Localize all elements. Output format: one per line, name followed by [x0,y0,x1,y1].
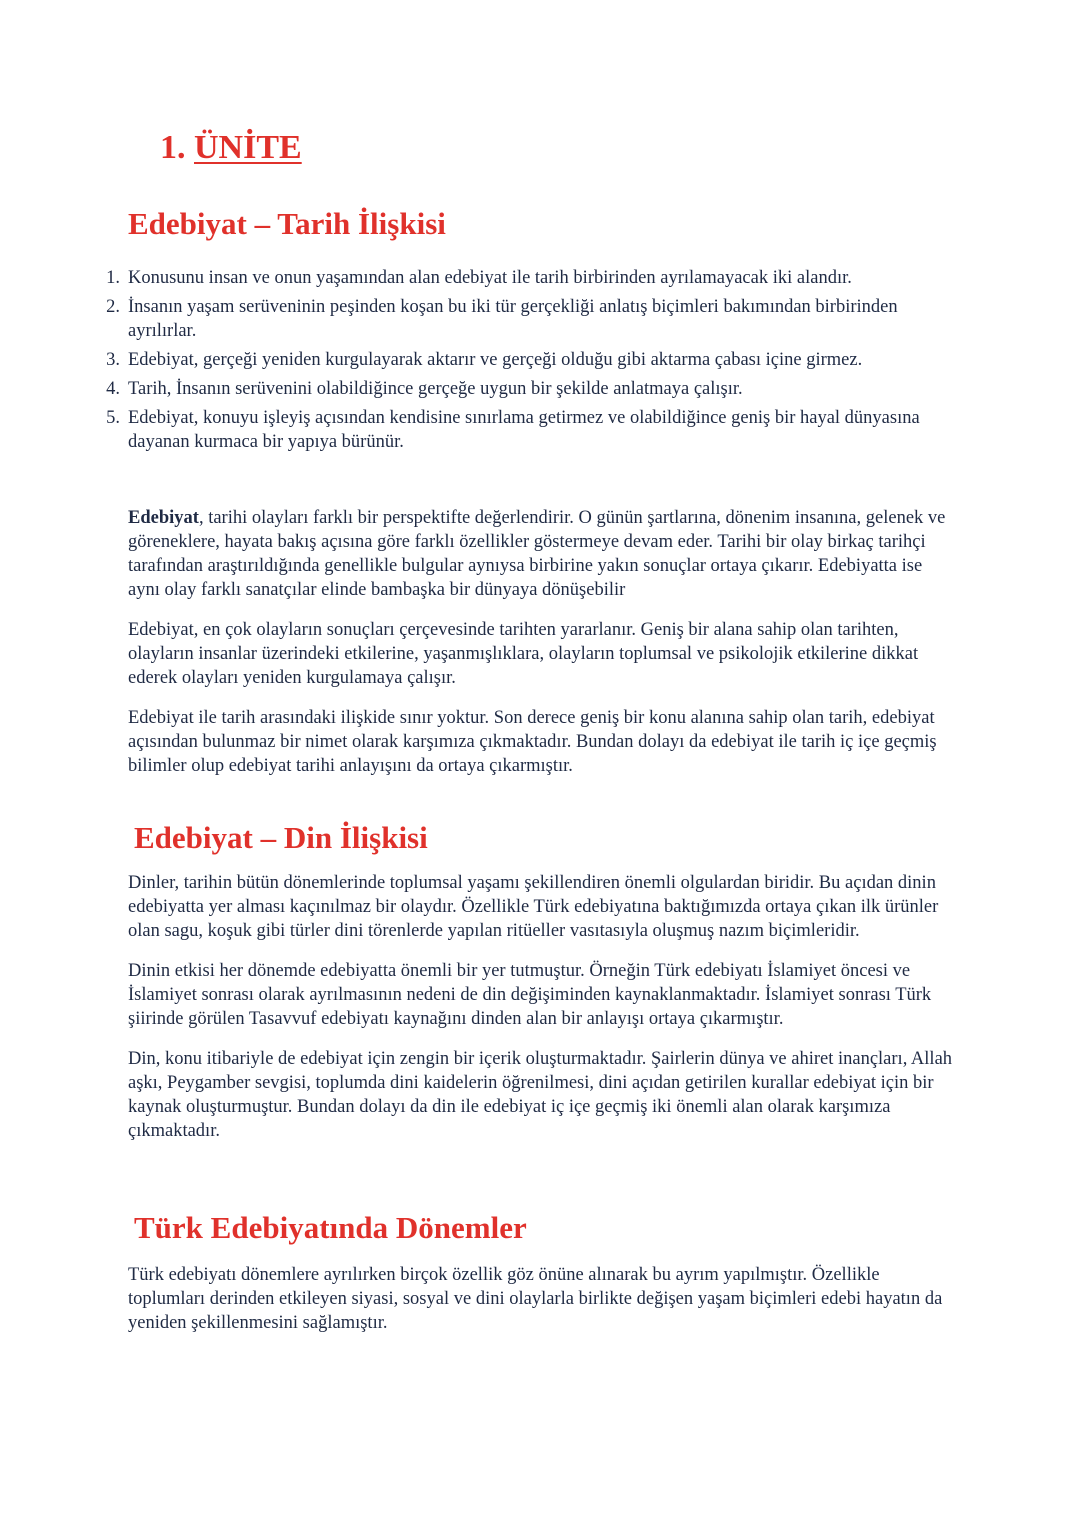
list-text: Edebiyat, gerçeği yeniden kurgulayarak aktarır ve gerçeği olduğu gibi aktarma çabası içine girmez. [128,350,863,370]
list-text: Edebiyat, konuyu işleyiş açısından kendisine sınırlama getirmez ve olabildiğince geniş bir hayal dünyasına dayanan kurmaca bir yapıya bürünür. [128,408,920,452]
list-text: Konusunu insan ve onun yaşamından alan edebiyat ile tarih birbirinden ayrılamayacak iki alandır. [128,268,852,288]
list-item [106,295,958,343]
periods-text-block [128,1263,958,1351]
paragraph [128,506,958,602]
paragraph: Dinin etkisi her dönemde edebiyatta önemli bir yer tutmuştur. Örneğin Türk edebiyatı İslamiyet öncesi ve İslamiyet sonrası olarak ayrılmasının nedeni de din değişiminden kaynaklanmaktadır. İslamiyet sonrası Türk şiirinde görülen Tasavvuf edebiyatı kaynağını dinden alan bir anlayışı ortaya çıkarmıştır. [128,961,932,1029]
paragraph-text: , tarihi olayları farklı bir perspektifte değerlendirir. O günün şartlarına, dönenim insanına, gelenek ve göreneklere, hayata bakış açısına göre farklı özellikler göstermeye devam eder. Tarihi bir olay birkaç tarihçi tarafından araştırıldığında genellikle bulgular aynıysa birbirine yakın sonuçlar ortaya çıkarır. Edebiyatta ise aynı olay farklı sanatçılar elinde bambaşka bir dünyaya dönüşebilir [128,508,946,600]
list-item [106,377,958,401]
religion-text-block [128,871,958,1159]
list-number: 1. [106,268,120,288]
list-number: 3. [106,350,120,370]
history-text-block [128,506,958,794]
list-number: 5. [106,408,120,428]
paragraph: Dinler, tarihin bütün dönemlerinde toplumsal yaşamı şekillendiren önemli olgulardan biridir. Bu açıdan dinin edebiyatta yer alması kaçınılmaz bir olaydır. Özellikle Türk edebiyatına baktığımızda ortaya çıkan ilk ürünler olan sagu, koşuk gibi türler dini törenlerde yapılan ritüeller vasıtasıyla oluşmuş nazım biçimleridir. [128,873,939,941]
paragraph: Türk edebiyatı dönemlere ayrılırken birçok özellik göz önüne alınarak bu ayrım yapılmıştır. Özellikle toplumları derinden etkileyen siyasi, sosyal ve dini olaylarla birlikte değişen yaşam biçimleri edebi hayatın da yeniden şekillenmesini sağlamıştır. [128,1265,943,1333]
unit-title [160,126,302,170]
list-item [106,266,958,290]
paragraph: Din, konu itibariyle de edebiyat için zengin bir içerik oluşturmaktadır. Şairlerin dünya ve ahiret inançları, Allah aşkı, Peygamber sevgisi, toplumda dini kaidelerin öğrenilmesi, dini açıdan getirilen kurallar edebiyat için bir kaynak oluşturmuştur. Bundan dolayı da din ile edebiyat iç içe geçmiş iki önemli alan olarak karşımıza çıkmaktadır. [128,1049,953,1141]
section-heading-periods: Türk Edebiyatında Dönemler [134,1210,527,1245]
list-text: İnsanın yaşam serüveninin peşinden koşan bu iki tür gerçekliği anlatış biçimleri bakımından birbirinden ayrılırlar. [128,297,898,341]
paragraph: Edebiyat, en çok olayların sonuçları çerçevesinde tarihten yararlanır. Geniş bir alana sahip olan tarihten, olayların insanlar üzerindeki etkilerine, yaşanmışlıklara, olayların toplumsal ve psikolojik etkilerine dikkat ederek olayları yeniden kurgulamaya çalışır. [128,620,919,688]
unit-number: 1. [160,129,186,166]
paragraph: Edebiyat ile tarih arasındaki ilişkide sınır yoktur. Son derece geniş bir konu alanına sahip olan tarih, edebiyat açısından bulunmaz bir nimet olarak karşımıza çıkmaktadır. Bundan dolayı da edebiyat ile tarih iç içe geçmiş bilimler olup edebiyat tarihi anlayışını da ortaya çıkarmıştır. [128,708,937,776]
list-item [106,406,958,454]
numbered-list [106,266,958,459]
unit-label: ÜNİTE [194,129,302,166]
list-number: 2. [106,297,120,317]
list-text: Tarih, İnsanın serüvenini olabildiğince gerçeğe uygun bir şekilde anlatmaya çalışır. [128,379,743,399]
section-heading-religion: Edebiyat – Din İlişkisi [134,820,428,855]
section-heading-history: Edebiyat – Tarih İlişkisi [128,206,446,241]
list-item [106,348,958,372]
list-number: 4. [106,379,120,399]
bold-term: Edebiyat [128,508,199,528]
